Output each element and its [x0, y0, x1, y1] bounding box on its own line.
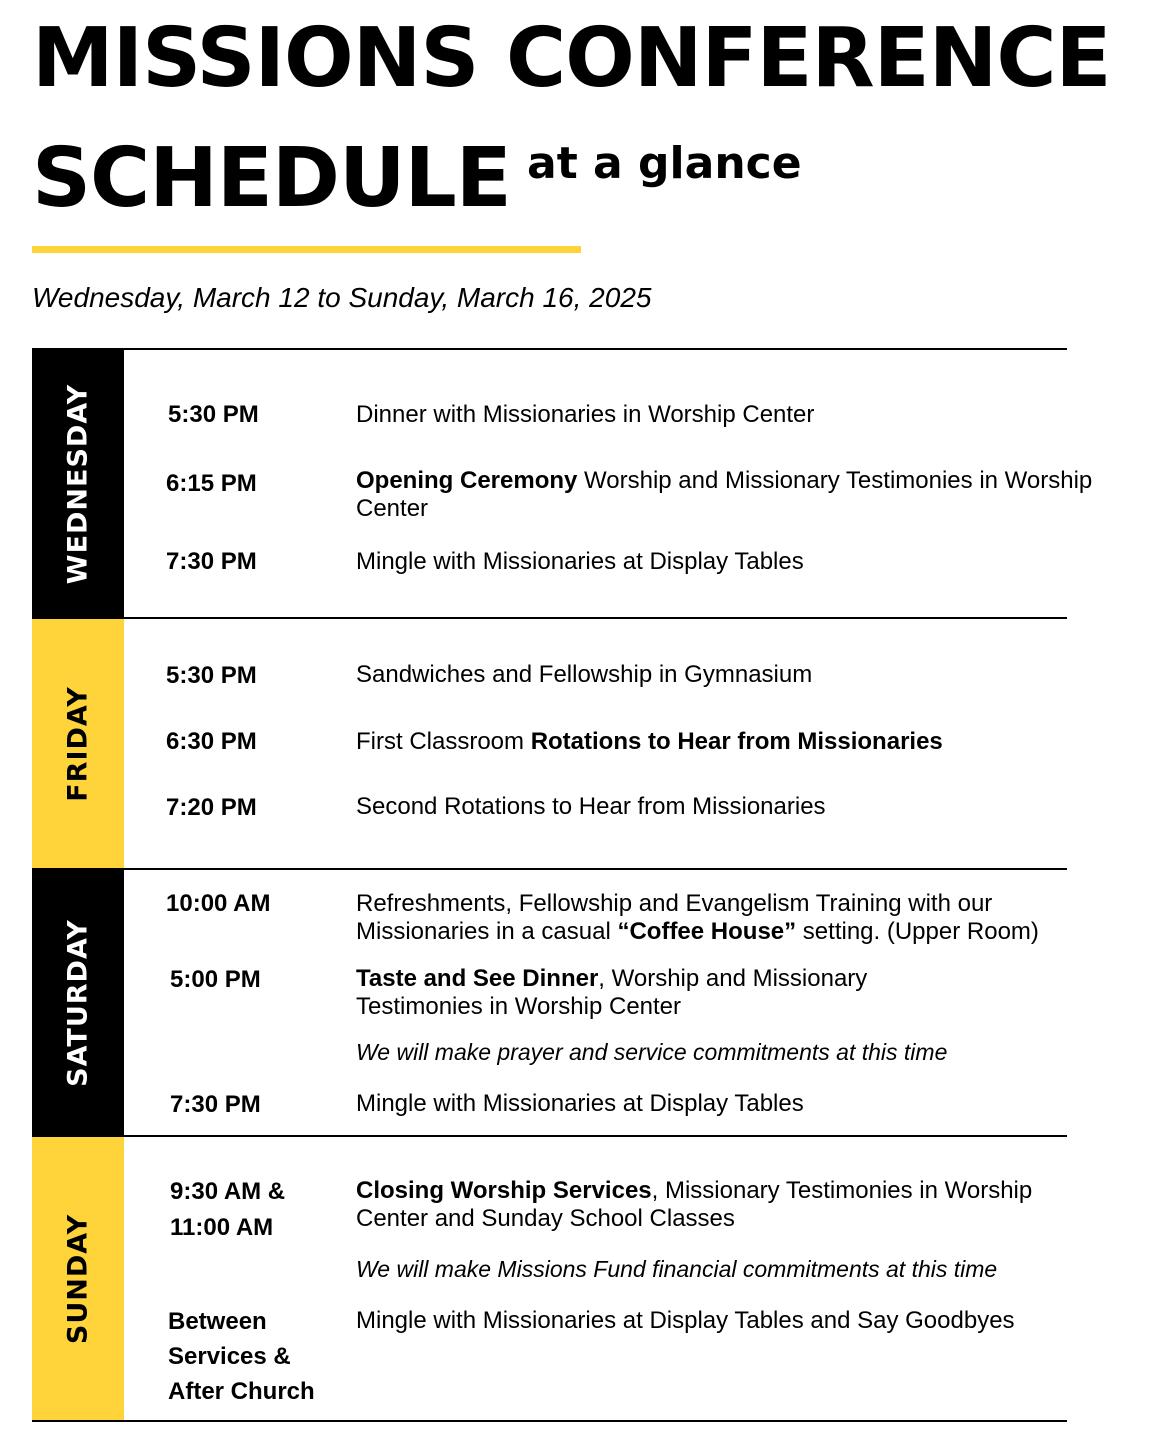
event-time: 6:30 PM	[166, 728, 257, 755]
event-time: Services &	[168, 1343, 291, 1370]
subtitle: at a glance	[527, 138, 802, 189]
event-note: We will make Missions Fund financial commitments at this time	[356, 1256, 998, 1282]
event-description: Taste and See Dinner, Worship and Missionary Testimonies in Worship Center	[356, 965, 868, 1020]
event-time: 6:15 PM	[166, 470, 257, 497]
event-description: Dinner with Missionaries in Worship Center	[356, 401, 815, 428]
event-description: Mingle with Missionaries at Display Tables	[356, 1090, 804, 1117]
day-friday	[32, 617, 1067, 868]
title-line-2: SCHEDULE	[32, 131, 511, 226]
event-highlight: Rotations to Hear from Missionaries	[530, 728, 943, 755]
event-time: 7:30 PM	[166, 548, 257, 575]
accent-bar	[32, 246, 581, 253]
event-description: Refreshments, Fellowship and Evangelism Training with our Missionaries in a casual “Coffee House” setting. (Upper Room)	[356, 890, 1039, 945]
event-time: 7:20 PM	[166, 794, 257, 821]
event-description: Sandwiches and Fellowship in Gymnasium	[356, 661, 813, 688]
event-time: 5:30 PM	[168, 401, 259, 428]
schedule-table	[32, 348, 1093, 1422]
event-time: 5:00 PM	[170, 966, 261, 993]
day-sunday	[32, 1135, 1067, 1422]
day-label-saturday: SATURDAY	[32, 870, 124, 1135]
date-range: Wednesday, March 12 to Sunday, March 16, 2025	[32, 282, 652, 313]
event-time: 9:30 AM &	[170, 1178, 286, 1205]
day-saturday	[32, 868, 1067, 1135]
event-description: Opening Ceremony Worship and Missionary Testimonies in Worship Center	[356, 467, 1093, 522]
title-line-1: MISSIONS CONFERENCE	[32, 11, 1111, 106]
event-time: After Church	[168, 1378, 315, 1405]
event-time: Between	[168, 1308, 267, 1335]
event-highlight: Opening Ceremony	[356, 467, 578, 494]
event-highlight: Taste and See Dinner	[356, 965, 599, 992]
day-wednesday	[32, 348, 1093, 617]
day-label-sunday: SUNDAY	[32, 1137, 124, 1420]
event-highlight: “Coffee House”	[617, 918, 797, 945]
day-label-friday: FRIDAY	[32, 619, 124, 868]
event-description: Closing Worship Services, Missionary Testimonies in Worship Center and Sunday School Classes	[356, 1177, 1033, 1232]
event-time: 10:00 AM	[166, 890, 271, 917]
event-time: 5:30 PM	[166, 662, 257, 689]
event-note: We will make prayer and service commitments at this time	[356, 1039, 948, 1065]
event-description: Mingle with Missionaries at Display Tables	[356, 548, 804, 575]
event-highlight: Closing Worship Services	[356, 1177, 652, 1204]
event-description: First Classroom Rotations to Hear from Missionaries	[356, 728, 943, 755]
event-time: 7:30 PM	[170, 1091, 261, 1118]
event-description: Mingle with Missionaries at Display Tables and Say Goodbyes	[356, 1307, 1015, 1334]
day-label-wednesday: WEDNESDAY	[32, 350, 124, 617]
event-time: 11:00 AM	[170, 1214, 274, 1241]
event-description: Second Rotations to Hear from Missionaries	[356, 793, 826, 820]
